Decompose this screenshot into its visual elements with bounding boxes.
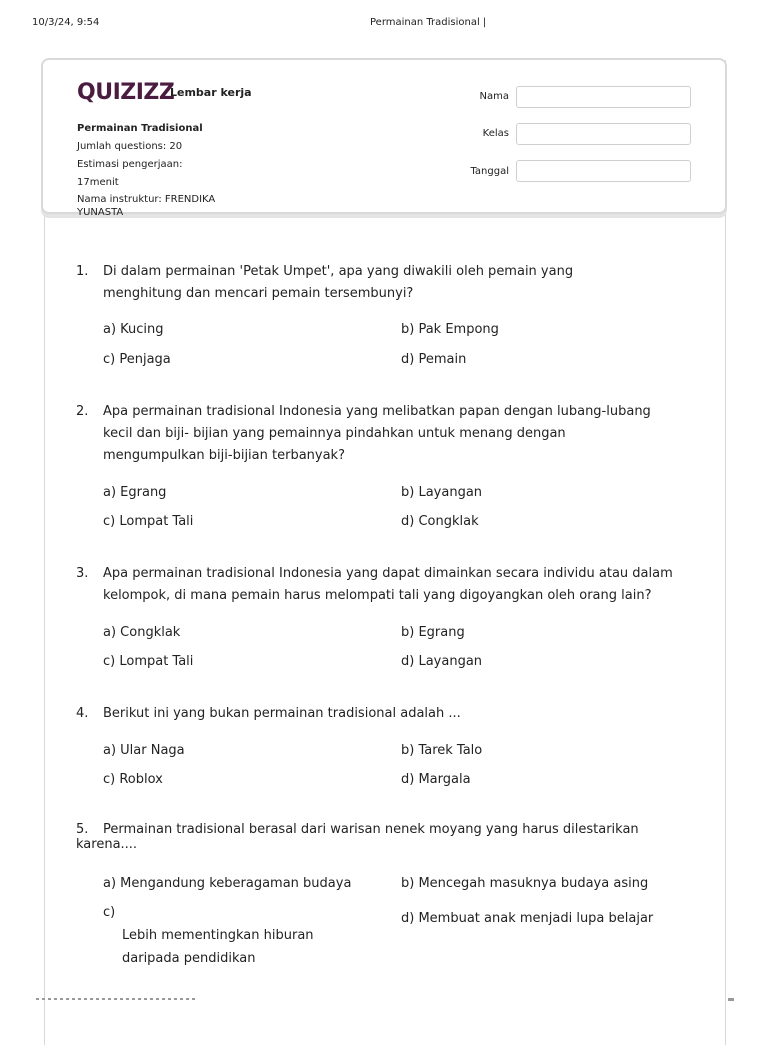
name-field[interactable] — [516, 86, 691, 108]
question-text-line: Apa permainan tradisional Indonesia yang dapat dimainkan secara individu atau dalam — [103, 566, 673, 581]
option-d: d) Congklak — [401, 514, 479, 529]
question-number: 1. — [76, 264, 89, 279]
option-c: c) Lompat Tali — [103, 654, 194, 669]
question-text-line: kecil dan biji- bijian yang pemainnya pindahkan untuk menang dengan — [103, 426, 566, 441]
option-a: a) Congklak — [103, 625, 181, 640]
option-c-text-line: Lebih mementingkan hiburan — [122, 928, 314, 943]
class-field[interactable] — [516, 123, 691, 145]
print-footer-url — [36, 996, 196, 1002]
option-b: b) Egrang — [401, 625, 465, 640]
option-d: d) Margala — [401, 772, 471, 787]
option-a: a) Kucing — [103, 322, 164, 337]
option-c-text-line: daripada pendidikan — [122, 951, 256, 966]
option-c: c) Lompat Tali — [103, 514, 194, 529]
class-label: Kelas — [482, 128, 509, 139]
question-text-line: mengumpulkan biji-bijian terbanyak? — [103, 448, 345, 463]
estimate-value: 17menit — [77, 177, 119, 188]
question-number: 5. — [76, 822, 89, 837]
instructor-name-line2: YUNASTA — [77, 207, 124, 218]
question-text-line: kelompok, di mana pemain harus melompati tali yang digoyangkan oleh orang lain? — [103, 588, 652, 603]
option-d: d) Layangan — [401, 654, 483, 669]
instructor-name-line1: Nama instruktur: FRENDIKA — [77, 194, 216, 205]
option-d: d) Membuat anak menjadi lupa belajar — [401, 911, 654, 926]
option-b: b) Pak Empong — [401, 322, 499, 337]
option-a: a) Egrang — [103, 485, 167, 500]
option-a: a) Mengandung keberagaman budaya — [103, 876, 352, 891]
option-b: b) Mencegah masuknya budaya asing — [401, 876, 649, 891]
print-page-number — [728, 998, 734, 1001]
option-b: b) Tarek Talo — [401, 743, 483, 758]
worksheet-header-card — [41, 58, 727, 218]
question-text-line: Apa permainan tradisional Indonesia yang melibatkan papan dengan lubang-lubang — [103, 404, 651, 419]
name-label: Nama — [479, 91, 509, 102]
date-label: Tanggal — [470, 166, 509, 177]
option-c: c) — [103, 905, 116, 920]
question-text-line: karena.... — [76, 837, 138, 852]
question-number: 2. — [76, 404, 89, 419]
estimate-label: Estimasi pengerjaan: — [77, 159, 183, 170]
question-number: 4. — [76, 706, 89, 721]
question-text-line: menghitung dan mencari pemain tersembunyi? — [103, 286, 414, 301]
question-text-line: Permainan tradisional berasal dari warisan nenek moyang yang harus dilestarikan — [103, 822, 639, 837]
worksheet-meta — [77, 120, 247, 218]
quiz-title: Permainan Tradisional — [77, 123, 203, 134]
option-c: c) Roblox — [103, 772, 163, 787]
option-c: c) Penjaga — [103, 352, 171, 367]
print-date: 10/3/24, 9:54 — [32, 17, 100, 28]
quizizz-logo: QUIZIZZ — [77, 80, 175, 105]
question-count: Jumlah questions: 20 — [77, 141, 183, 152]
question-text-line: Di dalam permainan 'Petak Umpet', apa yang diwakili oleh pemain yang — [103, 264, 574, 279]
print-header — [0, 17, 768, 31]
worksheet-label: Lembar kerja — [170, 86, 252, 99]
date-field[interactable] — [516, 160, 691, 182]
print-title: Permainan Tradisional | — [370, 17, 487, 28]
option-a: a) Ular Naga — [103, 743, 185, 758]
question-number: 3. — [76, 566, 89, 581]
question-text-line: Berikut ini yang bukan permainan tradisional adalah ... — [103, 706, 461, 721]
option-d: d) Pemain — [401, 352, 467, 367]
option-b: b) Layangan — [401, 485, 483, 500]
